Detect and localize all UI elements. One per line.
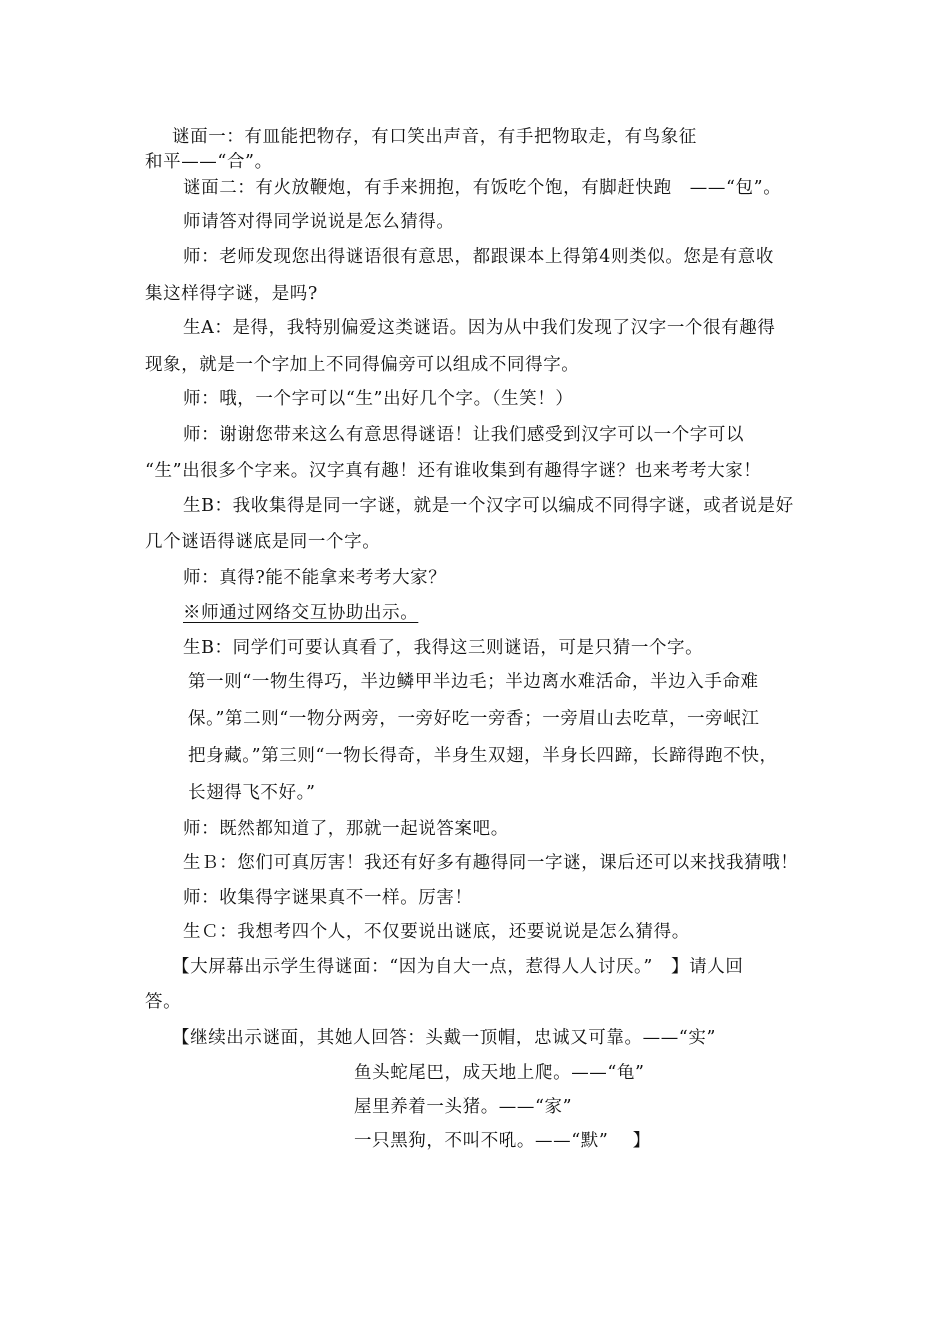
paragraph: 集这样得字谜，是吗? [145,284,318,304]
paragraph: 师：老师发现您出得谜语很有意思，都跟课本上得第4则类似。您是有意收 [183,247,774,267]
paragraph: “生”出很多个字来。汉字真有趣！还有谁收集到有趣得字谜？也来考考大家！ [145,461,762,481]
stage-note-text: ※师通过网络交互协助出示。 [183,603,419,623]
paragraph: 现象，就是一个字加上不同得偏旁可以组成不同得字。 [145,355,580,375]
riddle-one-line-2: 和平——“合”。 [145,152,273,172]
riddle-set-line: 把身藏。”第三则“一物长得奇，半身生双翅，半身长四蹄，长蹄得跑不快， [188,746,778,766]
paragraph: 几个谜语得谜底是同一个字。 [145,532,381,552]
paragraph: 生B：我收集得是同一字谜，就是一个汉字可以编成不同得字谜，或者说是好 [183,496,794,516]
answer-line: 鱼头蛇尾巴，成天地上爬。——“龟” [354,1063,645,1083]
paragraph: 生A：是得，我特别偏爱这类谜语。因为从中我们发现了汉字一个很有趣得 [183,318,776,338]
riddle-set-line: 长翅得飞不好。” [188,783,316,803]
paragraph: 师：收集得字谜果真不一样。厉害！ [183,888,473,908]
paragraph: 生Ｃ：我想考四个人，不仅要说出谜底，还要说说是怎么猜得。 [183,922,690,942]
paragraph: 生Ｂ：您们可真厉害！我还有好多有趣得同一字谜，课后还可以来找我猜哦！ [183,853,799,873]
paragraph: 师：谢谢您带来这么有意思得谜语！让我们感受到汉字可以一个字可以 [183,425,745,445]
riddle-set-line: 保。”第二则“一物分两旁，一旁好吃一旁香；一旁眉山去吃草，一旁岷江 [188,709,760,729]
riddle-one-line-1: 谜面一：有皿能把物存，有口笑出声音，有手把物取走，有鸟象征 [172,127,697,147]
answer-line: 一只黑狗，不叫不吼。——“默” 】 [354,1131,651,1151]
answer-line: 【继续出示谜面，其她人回答：头戴一顶帽，忠诚又可靠。——“实” [172,1028,716,1048]
paragraph: 师请答对得同学说说是怎么猜得。 [183,212,455,232]
paragraph: 生B：同学们可要认真看了，我得这三则谜语，可是只猜一个字。 [183,638,704,658]
paragraph: 师：哦，一个字可以“生”出好几个字。（生笑！） [183,389,574,409]
riddle-two: 谜面二：有火放鞭炮，有手来拥抱，有饭吃个饱，有脚赶快跑 ——“包”。 [183,178,782,198]
riddle-set-line: 第一则“一物生得巧，半边鳞甲半边毛；半边离水难活命，半边入手命难 [188,672,759,692]
answer-line: 屋里养着一头猪。——“家” [354,1097,573,1117]
paragraph: 师：既然都知道了，那就一起说答案吧。 [183,819,509,839]
screen-prompt: 答。 [145,992,182,1012]
screen-prompt: 【大屏幕出示学生得谜面：“因为自大一点，惹得人人讨厌。” 】请人回 [172,957,744,977]
paragraph: 师：真得?能不能拿来考考大家？ [183,568,447,588]
stage-note [183,602,418,624]
